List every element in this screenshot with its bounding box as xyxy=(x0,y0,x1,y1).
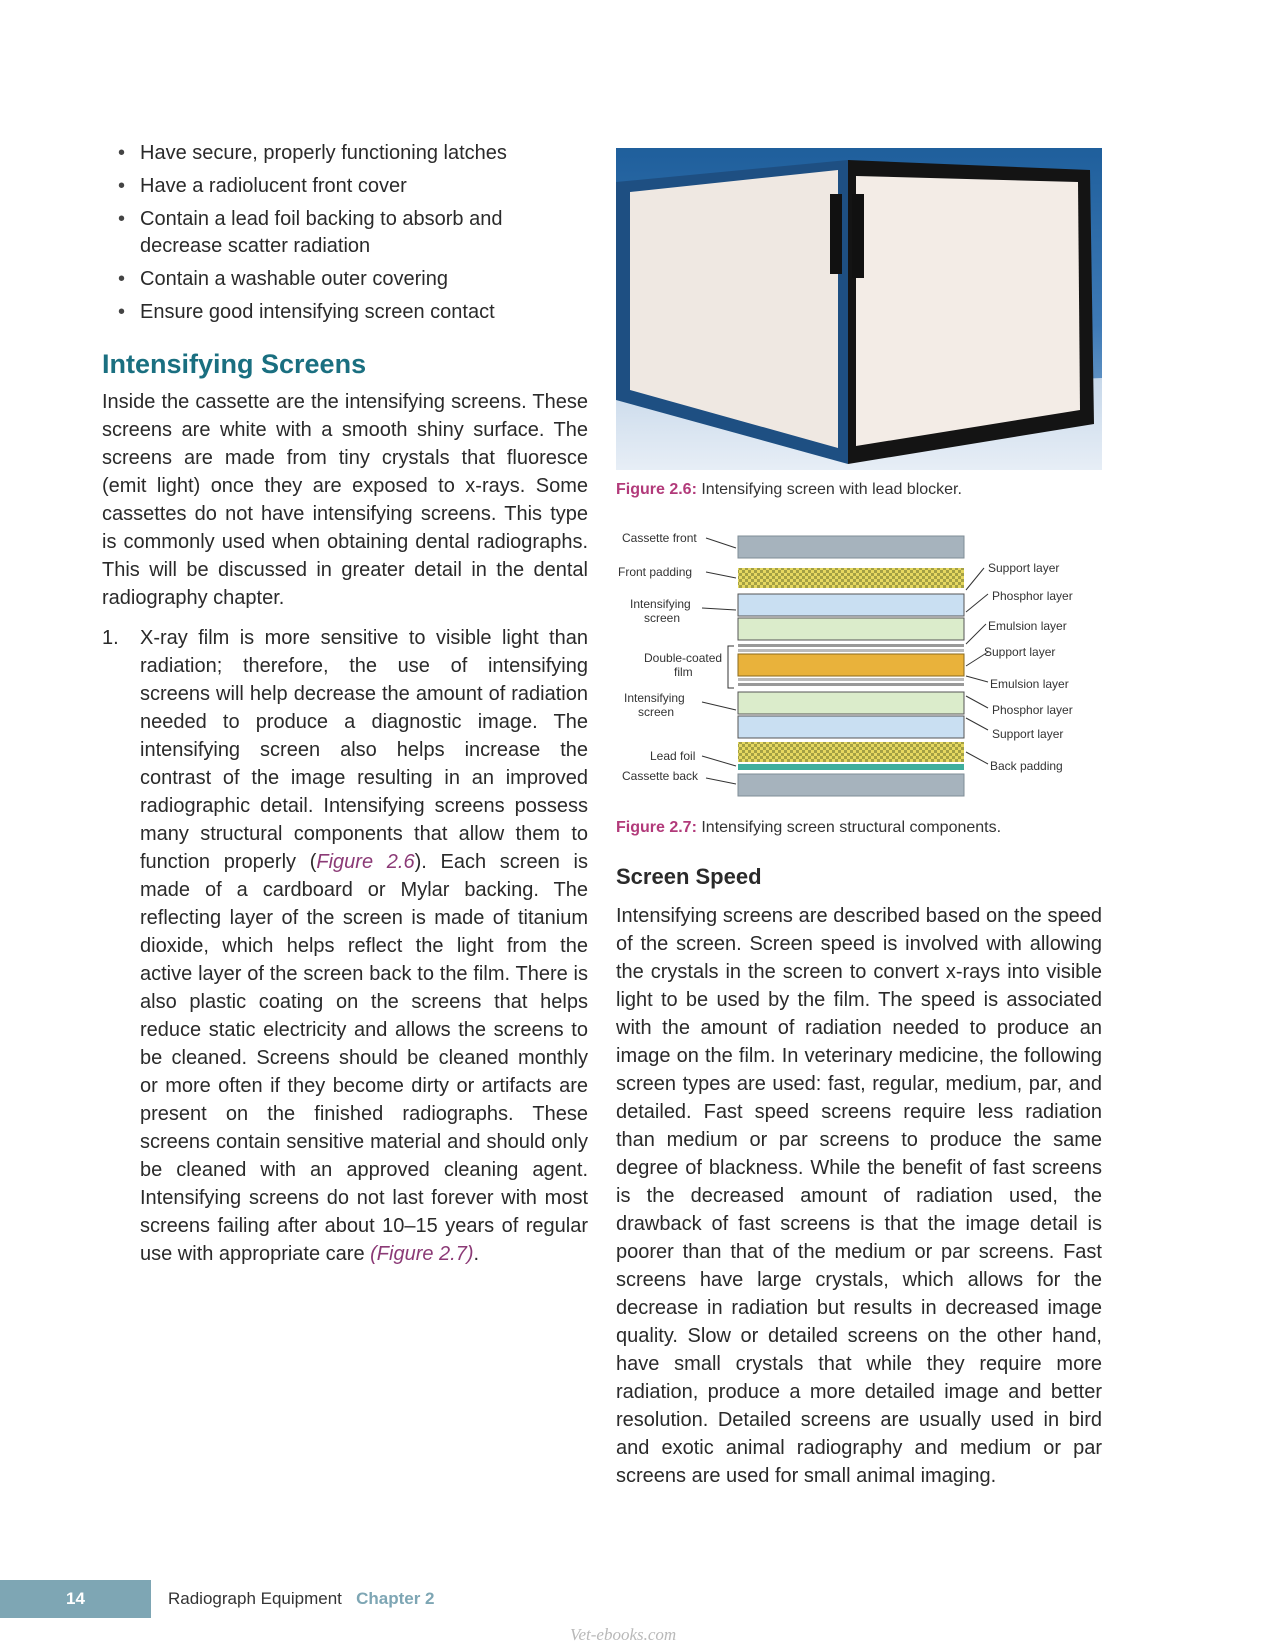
subsection-heading: Screen Speed xyxy=(616,864,762,889)
section-heading: Intensifying Screens xyxy=(102,349,367,379)
film-base-layer xyxy=(738,654,964,676)
diagram-label: Phosphor layer xyxy=(992,589,1073,603)
lead-foil-layer xyxy=(738,764,964,770)
diagram-label: Lead foil xyxy=(650,749,696,763)
footer-section: Radiograph Equipment xyxy=(168,1589,342,1608)
watermark-logo xyxy=(566,1622,726,1646)
figure-2-6-link[interactable]: Figure 2.6 xyxy=(316,851,415,873)
diagram-label: Front padding xyxy=(618,565,693,579)
support-layer xyxy=(738,692,964,714)
diagram-label: Emulsion layer xyxy=(988,619,1067,633)
item-text-part: . xyxy=(473,1243,480,1265)
figure-2-7-link[interactable]: (Figure 2.7) xyxy=(370,1243,474,1265)
diagram-label: Cassette back xyxy=(622,769,699,783)
page-number: 14 xyxy=(66,1589,85,1608)
back-padding-layer xyxy=(738,742,964,762)
diagram-label: screen xyxy=(638,705,675,719)
screen-speed-paragraph: Intensifying screens are described based on the speed of the screen. Screen speed is involved with allowing the crystals in the screen to convert x-rays into visible light to be used by the film. The speed is associated with the amount of radiation needed to produce an image on the film. In veterinary medicine, the following screen types are used: fast, regular, medium, par, and detailed. Fast speed screens require less radiation than medium or par screens to produce the same degree of blackness. While the benefit of fast screens is the decreased amount of radiation used, the drawback of fast screens is that the image detail is poorer than that of the medium or par screens. Fast screens have large crystals, which allows for the decrease in radiation but results in decreased image quality. Slow or detailed screens on the other hand, have small crystals that while they require more radiation, produce a more detailed image and better resolution. Detailed screens are usually used in bird and exotic animal radiography and medium or par screens are used for small animal imaging. xyxy=(616,905,1102,1487)
intensifying-screen-photo xyxy=(616,148,1102,470)
right-column xyxy=(616,148,1102,1490)
emulsion-layer xyxy=(738,683,964,686)
diagram-label: Double-coated xyxy=(644,651,723,665)
diagram-label: Support layer xyxy=(984,645,1056,659)
list-item: • Have a radiolucent front cover xyxy=(118,173,588,200)
numbered-list xyxy=(102,624,588,1268)
cassette-requirements-list xyxy=(102,140,588,326)
diagram-label: Intensifying xyxy=(630,597,691,611)
footer-chapter: Chapter 2 xyxy=(356,1589,435,1608)
diagram-label: Back padding xyxy=(990,759,1063,773)
caption-text: Intensifying screen with lead blocker. xyxy=(701,481,962,498)
diagram-label: film xyxy=(674,665,693,679)
emulsion-layer xyxy=(738,678,964,681)
watermark-text: Vet-ebooks.com xyxy=(570,1625,677,1644)
screen-components-diagram xyxy=(616,528,1102,808)
item-text-part: ). Each screen is made of a cardboard or Mylar backing. The reflecting layer of the screen is made of titanium dioxide, which helps reflect the light from the active layer of the screen back to the film. There is also plastic coating on the screens that helps reduce static electricity and allows the screens to be cleaned. Screens should be cleaned monthly or more often if they become dirty or artifacts are present on the finished radiographs. These screens contain sensitive material and should only be cleaned with an approved cleaning agent. Intensifying screens do not last forever with most screens failing after about 10–15 years of regular use with appropriate care xyxy=(140,851,588,1265)
diagram-label: Cassette front xyxy=(622,531,697,545)
item-number: 1. xyxy=(102,627,119,649)
emulsion-layer xyxy=(738,649,964,652)
list-item: • Contain a lead foil backing to absorb and decrease scatter radiation xyxy=(118,206,588,260)
cassette-back-layer xyxy=(738,774,964,796)
caption-text: Intensifying screen structural components. xyxy=(701,819,1002,836)
lead-blocker xyxy=(852,194,864,278)
left-column xyxy=(102,140,588,1268)
front-padding-layer xyxy=(738,568,964,588)
list-item: • Ensure good intensifying screen contact xyxy=(118,299,588,326)
numbered-list-item xyxy=(102,624,588,1268)
emulsion-layer xyxy=(738,644,964,647)
intro-paragraph: Inside the cassette are the intensifying screens. These screens are white with a smooth shiny surface. The screens are made from tiny crystals that fluoresce (emit light) once they are exposed to x-rays. Some cassettes do not have intensifying screens. This type is commonly used when obtaining dental radiographs. This will be discussed in greater detail in the dental radiography chapter. xyxy=(102,391,588,609)
list-item: • Contain a washable outer covering xyxy=(118,266,588,293)
cassette-front-layer xyxy=(738,536,964,558)
phosphor-layer xyxy=(738,716,964,738)
diagram-label: Support layer xyxy=(992,727,1064,741)
list-item: • Have secure, properly functioning latches xyxy=(118,140,588,167)
figure-2-7-caption xyxy=(616,818,1102,838)
running-footer xyxy=(168,1589,435,1609)
figure-label: Figure 2.6: xyxy=(616,481,697,498)
diagram-label: Phosphor layer xyxy=(992,703,1073,717)
phosphor-layer xyxy=(738,594,964,616)
figure-2-6-caption xyxy=(616,480,1102,500)
diagram-label: screen xyxy=(644,611,681,625)
diagram-label: Support layer xyxy=(988,561,1060,575)
diagram-label: Emulsion layer xyxy=(990,677,1069,691)
figure-label: Figure 2.7: xyxy=(616,819,697,836)
support-layer xyxy=(738,618,964,640)
lead-blocker xyxy=(830,194,842,274)
item-text-part: X-ray film is more sensitive to visible light than radiation; therefore, the use of intensifying screens will help decrease the amount of radiation needed to produce a diagnostic image. The intensifying screen also helps increase the contrast of the image resulting in an improved radiographic detail. Intensifying screens possess many structural components that allow them to function properly ( xyxy=(140,627,588,873)
diagram-label: Intensifying xyxy=(624,691,685,705)
